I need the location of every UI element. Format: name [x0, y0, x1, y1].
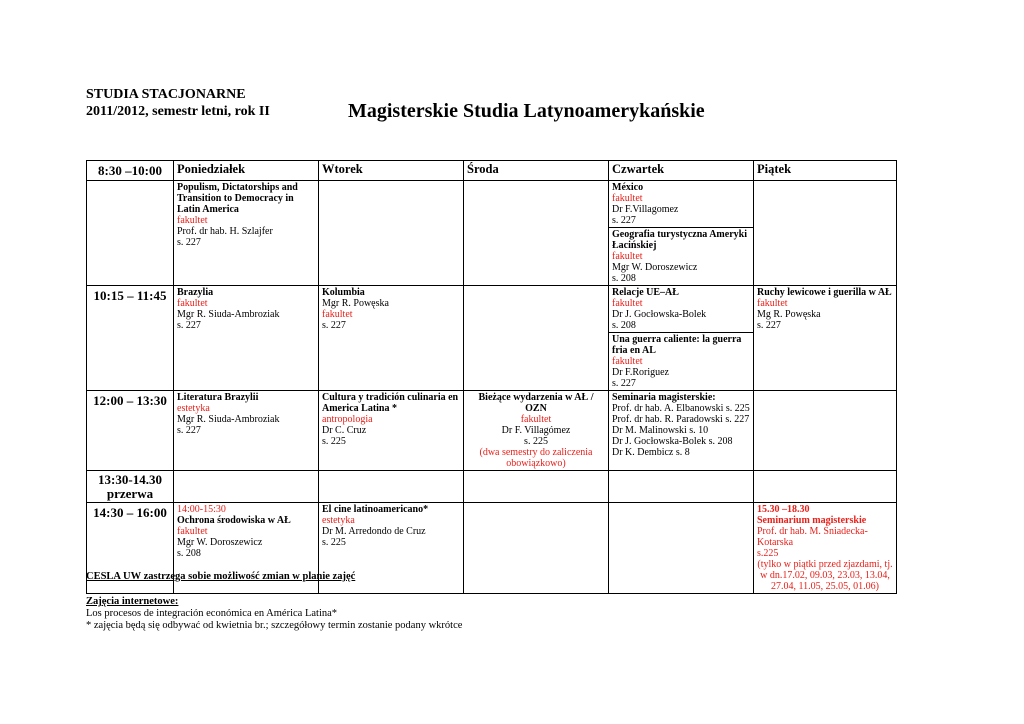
- class-cell: [609, 286, 754, 391]
- break-time: 13:30-14.30: [98, 472, 162, 487]
- class-note: obowiązkowo): [506, 458, 566, 469]
- class-title: Seminarium magisterskie: [757, 515, 867, 526]
- class-cell: [174, 391, 319, 471]
- class-room: s. 225: [322, 537, 346, 548]
- class-type: fakultet: [322, 309, 353, 320]
- class-teacher: Kotarska: [757, 537, 794, 548]
- class-title: Geografia turystyczna Ameryki: [612, 229, 747, 240]
- empty-cell: [754, 471, 897, 503]
- page-title: Magisterskie Studia Latynoamerykańskie: [348, 100, 705, 122]
- class-title: Populism, Dictatorships and: [177, 182, 298, 193]
- internet-heading: Zajęcia internetowe:: [86, 596, 179, 607]
- col-thursday: Czwartek: [609, 161, 754, 181]
- empty-cell: [174, 471, 319, 503]
- class-title: Una guerra caliente: la guerra: [612, 334, 742, 345]
- row-slot-2: [87, 286, 897, 391]
- time-14-30: 14:30 – 16:00: [87, 503, 174, 594]
- class-room: s. 227: [612, 378, 636, 389]
- class-type: fakultet: [757, 298, 788, 309]
- class-cell: [319, 391, 464, 471]
- header-row: [87, 161, 897, 181]
- time-12-00: 12:00 – 13:30: [87, 391, 174, 471]
- class-room: s. 227: [177, 425, 201, 436]
- class-cell: [754, 286, 897, 391]
- row-slot-1: [87, 181, 897, 286]
- class-type: fakultet: [177, 215, 208, 226]
- class-room: s. 227: [177, 320, 201, 331]
- row-slot-3: [87, 391, 897, 471]
- class-room: s. 225: [322, 436, 346, 447]
- class-teacher: Mgr W. Doroszewicz: [177, 537, 263, 548]
- empty-cell: [319, 181, 464, 286]
- class-note: w dn.17.02, 09.03, 23.03, 13.04,: [760, 570, 890, 581]
- seminar-line: Dr M. Malinowski s. 10: [612, 425, 709, 436]
- class-type: fakultet: [177, 298, 208, 309]
- class-cell: [174, 286, 319, 391]
- class-cell: [754, 503, 897, 594]
- empty-cell: [754, 181, 897, 286]
- class-type: antropologia: [322, 414, 373, 425]
- col-wednesday: Środa: [464, 161, 609, 181]
- class-teacher: Mgr R. Siuda-Ambroziak: [177, 414, 280, 425]
- class-hours: 14:00-15:30: [177, 504, 226, 515]
- class-note: (tylko w piątki przed zjazdami, tj.: [757, 559, 893, 570]
- class-cell: [464, 391, 609, 471]
- class-cell: [609, 181, 754, 286]
- class-room: s. 227: [177, 237, 201, 248]
- class-teacher: Prof. dr hab. H. Szlajfer: [177, 226, 273, 237]
- header-line-1: STUDIA STACJONARNE: [86, 87, 246, 102]
- class-title: Seminaria magisterskie:: [612, 392, 716, 403]
- class-title: Brazylia: [177, 287, 214, 298]
- col-friday: Piątek: [754, 161, 897, 181]
- internet-course: Los procesos de integración económica en América Latina*: [86, 608, 338, 619]
- class-title: México: [612, 182, 644, 193]
- class-title: Transition to Democracy in: [177, 193, 294, 204]
- class-type: estetyka: [177, 403, 210, 414]
- header-block: [86, 86, 270, 120]
- empty-cell: [754, 391, 897, 471]
- class-title: Ruchy lewicowe i guerilla w AŁ: [757, 287, 892, 298]
- class-teacher: Dr J. Gocłowska-Bolek: [612, 309, 707, 320]
- empty-cell: [464, 181, 609, 286]
- class-title: fria en AL: [612, 345, 656, 356]
- class-title: Ochrona środowiska w AŁ: [177, 515, 291, 526]
- class-title: Literatura Brazylii: [177, 392, 259, 403]
- class-note: (dwa semestry do zaliczenia: [479, 447, 593, 458]
- class-room: s. 208: [612, 273, 636, 284]
- class-title: Bieżące wydarzenia w AŁ / OZN: [478, 392, 594, 414]
- class-teacher: Mgr W. Doroszewicz: [612, 262, 698, 273]
- class-room: s. 227: [612, 215, 636, 226]
- class-room: s. 227: [322, 320, 346, 331]
- class-room: s. 227: [757, 320, 781, 331]
- time-break: [87, 471, 174, 503]
- class-title: El cine latinoamericano*: [322, 504, 429, 515]
- col-monday: Poniedziałek: [174, 161, 319, 181]
- empty-cell: [464, 503, 609, 594]
- class-note: 27.04, 11.05, 25.05, 01.06): [771, 581, 879, 592]
- empty-cell: [464, 286, 609, 391]
- class-type: fakultet: [612, 356, 643, 367]
- seminar-line: Prof. dr hab. A. Elbanowski s. 225: [612, 403, 750, 414]
- class-teacher: Dr F.Villagomez: [612, 204, 679, 215]
- time-cell-empty: [87, 181, 174, 286]
- class-type: estetyka: [322, 515, 355, 526]
- class-teacher: Mgr R. Powęska: [322, 298, 389, 309]
- class-hours: 15.30 –18.30: [757, 504, 810, 515]
- schedule-table: [86, 160, 897, 594]
- notice-text: CESLA UW zastrzega sobie możliwość zmian w planie zajęć: [86, 571, 356, 582]
- class-room: s. 208: [612, 320, 636, 331]
- class-title: Relacje UE–AŁ: [612, 287, 679, 298]
- seminar-line: Dr J. Gocłowska-Bolek s. 208: [612, 436, 733, 447]
- class-title: Łacińskiej: [612, 240, 657, 251]
- empty-cell: [609, 471, 754, 503]
- class-type: fakultet: [520, 414, 552, 425]
- header-line-2: 2011/2012, semestr letni, rok II: [86, 104, 270, 119]
- class-cell: [609, 391, 754, 471]
- class-cell: [319, 286, 464, 391]
- seminar-line: Dr K. Dembicz s. 8: [612, 447, 690, 458]
- class-title: Latin America: [177, 204, 239, 215]
- class-teacher: Dr M. Arredondo de Cruz: [322, 526, 426, 537]
- class-type: fakultet: [612, 251, 643, 262]
- class-type: fakultet: [612, 298, 643, 309]
- col-tuesday: Wtorek: [319, 161, 464, 181]
- footer-internet: [86, 596, 462, 632]
- class-title: Kolumbia: [322, 287, 365, 298]
- class-teacher: Dr F.Roriguez: [612, 367, 669, 378]
- footer-note: * zajęcia będą się odbywać od kwietnia br.; szczegółowy termin zostanie podany wkrótce: [86, 620, 463, 631]
- class-title: America Latina *: [322, 403, 397, 414]
- class-teacher: Dr F. Villagómez: [501, 425, 571, 436]
- empty-cell: [609, 503, 754, 594]
- seminar-line: Prof. dr hab. R. Paradowski s. 227: [612, 414, 750, 425]
- class-teacher: Dr C. Cruz: [322, 425, 367, 436]
- class-title: Cultura y tradición culinaria en: [322, 392, 459, 403]
- class-teacher: Prof. dr hab. M. Śniadecka-: [757, 526, 868, 537]
- time-8-30: 8:30 –10:00: [87, 161, 174, 181]
- row-break: [87, 471, 897, 503]
- break-label: przerwa: [106, 486, 154, 501]
- footer-notice: [86, 571, 355, 583]
- class-room: s. 208: [177, 548, 201, 559]
- class-type: fakultet: [177, 526, 208, 537]
- class-cell: [174, 181, 319, 286]
- time-10-15: 10:15 – 11:45: [87, 286, 174, 391]
- class-type: fakultet: [612, 193, 643, 204]
- class-room: s.225: [757, 548, 779, 559]
- empty-cell: [319, 471, 464, 503]
- class-teacher: Mgr R. Siuda-Ambroziak: [177, 309, 280, 320]
- class-room: s. 225: [524, 436, 548, 447]
- class-teacher: Mg R. Powęska: [757, 309, 821, 320]
- empty-cell: [464, 471, 609, 503]
